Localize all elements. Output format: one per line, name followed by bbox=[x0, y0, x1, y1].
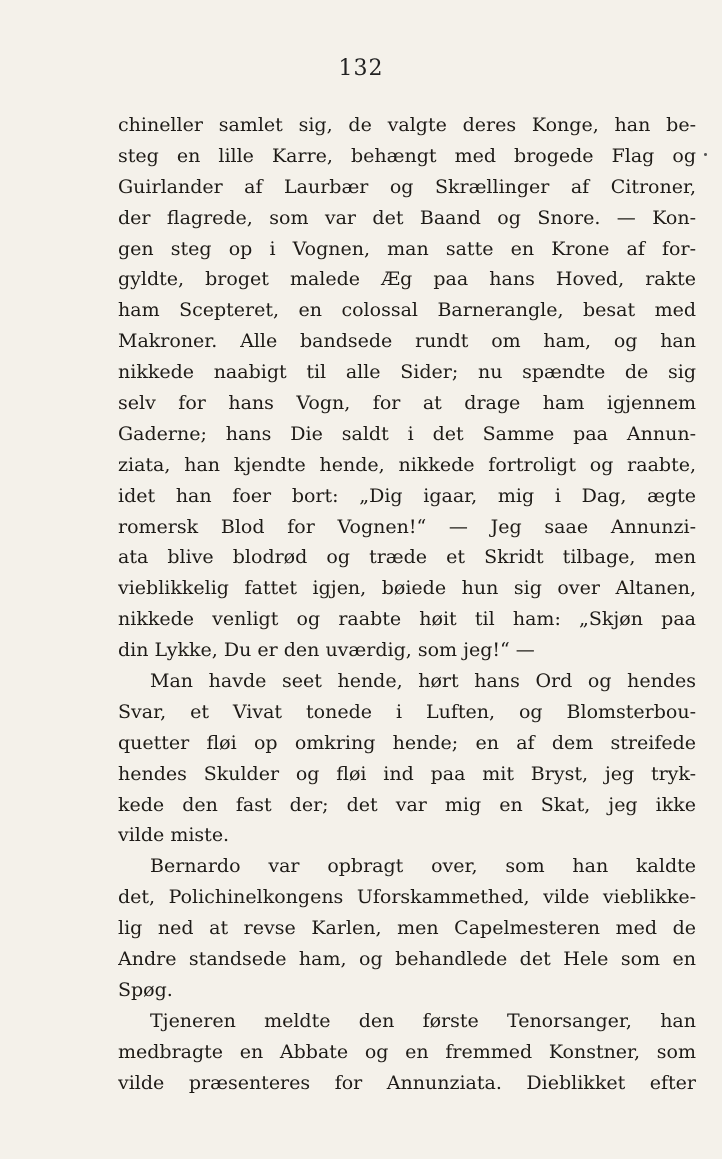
text-line: idet han foer bort: „Dig igaar, mig i Dag, ægte bbox=[118, 484, 696, 507]
body-text bbox=[118, 110, 696, 1099]
text-line: kede den fast der; det var mig en Skat, jeg ikke bbox=[118, 793, 696, 816]
text-line: vilde miste. bbox=[118, 824, 230, 847]
text-line: ziata, han kjendte hende, nikkede fortroligt og raabte, bbox=[118, 453, 696, 476]
paragraph-start-line: Man havde seet hende, hørt hans Ord og hendes bbox=[150, 670, 696, 693]
text-line: Svar, et Vivat tonede i Luften, og Blomsterbou- bbox=[118, 700, 696, 723]
text-line: hendes Skulder og fløi ind paa mit Bryst, jeg tryk- bbox=[118, 762, 696, 785]
text-line: ham Scepteret, en colossal Barnerangle, besat med bbox=[118, 299, 696, 322]
text-line: nikkede naabigt til alle Sider; nu spændte de sig bbox=[118, 361, 696, 384]
text-line: chineller samlet sig, de valgte deres Konge, han be- bbox=[118, 114, 696, 136]
text-line: din Lykke, Du er den uværdig, som jeg!“ — bbox=[118, 639, 535, 662]
text-line: Makroner. Alle bandsede rundt om ham, og han bbox=[118, 330, 696, 353]
text-line: Gaderne; hans Die saldt i det Samme paa Annun- bbox=[118, 422, 696, 445]
text-line: gen steg op i Vognen, man satte en Krone af for- bbox=[118, 237, 696, 260]
text-line: Andre standsede ham, og behandlede det Hele som en bbox=[118, 948, 696, 971]
text-line: selv for hans Vogn, for at drage ham igjennem bbox=[118, 392, 696, 415]
text-line: romersk Blod for Vognen!“ — Jeg saae Annunzi- bbox=[118, 515, 696, 538]
text-line: steg en lille Karre, behængt med brogede Flag og bbox=[118, 144, 696, 167]
text-line: Guirlander af Laurbær og Skrællinger af Citroner, bbox=[118, 175, 696, 198]
text-line: quetter fløi op omkring hende; en af dem streifede bbox=[118, 731, 696, 754]
text-line: vieblikkelig fattet igjen, bøiede hun sig over Altanen, bbox=[118, 577, 696, 600]
page-number: 132 bbox=[338, 56, 384, 81]
margin-speck bbox=[704, 153, 707, 156]
paragraph-start-line: Tjeneren meldte den første Tenorsanger, han bbox=[150, 1009, 696, 1032]
text-line: medbragte en Abbate og en fremmed Konstner, som bbox=[118, 1040, 696, 1063]
text-line: vilde præsenteres for Annunziata. Dieblikket efter bbox=[118, 1071, 696, 1094]
text-line: der flagrede, som var det Baand og Snore. — Kon- bbox=[118, 206, 696, 229]
text-line: det, Polichinelkongens Uforskammethed, vilde vieblikke- bbox=[118, 886, 696, 909]
text-line: Spøg. bbox=[118, 978, 173, 1001]
text-line: gyldte, broget malede Æg paa hans Hoved, rakte bbox=[118, 268, 696, 291]
text-line: nikkede venligt og raabte høit til ham: „Skjøn paa bbox=[118, 608, 696, 631]
paragraph-start-line: Bernardo var opbragt over, som han kaldte bbox=[150, 855, 696, 878]
text-line: ata blive blodrød og træde et Skridt tilbage, men bbox=[118, 546, 696, 569]
text-line: lig ned at revse Karlen, men Capelmesteren med de bbox=[118, 917, 696, 940]
